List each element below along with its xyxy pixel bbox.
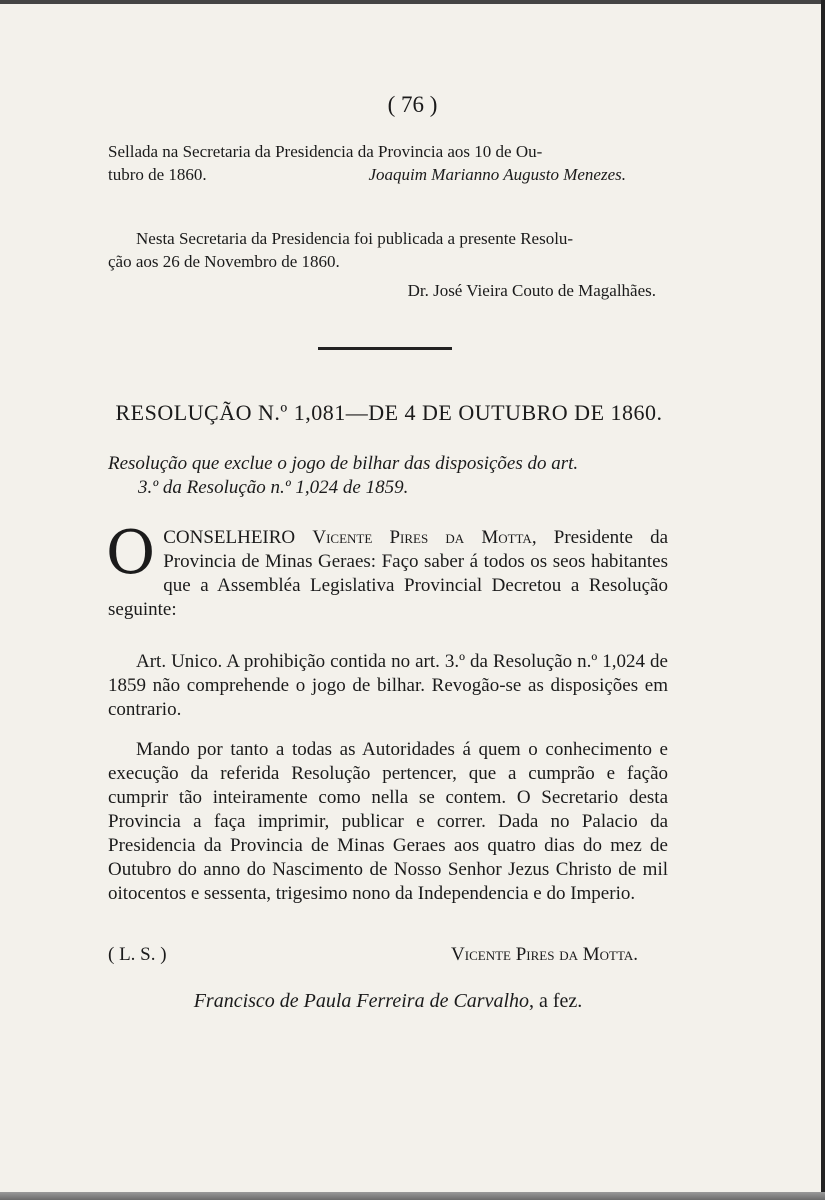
subtitle-line1: Resolução que exclue o jogo de bilhar das disposições do art.: [108, 453, 579, 474]
page-number: ( 76 ): [387, 92, 438, 117]
countersign-name: Francisco de Paula Ferreira de Carvalho: [193, 990, 529, 1012]
published-text-line1: Nesta Secretaria da Presidencia foi publicada a presente Resolu-: [136, 229, 574, 248]
resolution-heading: RESOLUÇÃO N.º 1,081—DE 4 DE OUTUBRO DE 1860.: [115, 400, 663, 425]
sealed-text-line1: Sellada na Secretaria da Presidencia da Provincia aos 10 de Ou-: [108, 142, 543, 161]
seal-mark: ( L. S. ): [108, 944, 167, 965]
article-unico: Art. Unico. A prohibição contida no art. 3.º da Resolução n.º 1,024 de 1859 não comprehende o jogo de bilhar. Revogão-se as disposições em contrario.: [108, 651, 668, 720]
scan-edge-bottom: [0, 1192, 825, 1200]
resolution-intro: [106, 518, 669, 622]
subtitle-line2: 3.º da Resolução n.º 1,024 de 1859.: [138, 477, 409, 498]
published-notice: [108, 227, 668, 302]
countersignature: [108, 990, 668, 1013]
published-text-line2: ção aos 26 de Novembro de 1860.: [108, 252, 340, 271]
dropcap-letter: O: [106, 518, 156, 588]
intro-lead: CONSELHEIRO: [163, 527, 296, 548]
resolution-subtitle: [108, 452, 668, 500]
countersign-suffix: , a fez.: [529, 990, 583, 1012]
scan-edge-right: [821, 0, 825, 1200]
published-signer: Dr. José Vieira Couto de Magalhães.: [407, 281, 656, 300]
sealed-signer: Joaquim Marianno Augusto Menezes.: [368, 165, 626, 184]
mandate-paragraph: Mando por tanto a todas as Autoridades á quem o conhecimento e execução da referida Resolução pertencer, que a cumprão e fação cumprir tão inteiramente como nella se contem. O Secretario desta Provincia a faça imprimir, publicar e correr. Dada no Palacio da Presidencia da Provincia de Minas Geraes aos quatro dias do mez de Outubro do anno do Nascimento de Nosso Senhor Jezus Christo de mil oitocentos e sessenta, trigesimo nono da Independencia e do Imperio.: [108, 739, 668, 904]
scan-edge-top: [0, 0, 825, 4]
sealed-notice: [108, 140, 668, 186]
president-signature: Vicente Pires da Motta.: [451, 944, 638, 965]
section-divider: [318, 347, 452, 350]
sealed-text-line2: tubro de 1860.: [108, 165, 207, 184]
president-name: Vicente Pires da Motta: [312, 527, 532, 548]
intro-rest: , Presidente da Provincia de Minas Geraes: Faço saber á todos os seos habitantes que a Assembléa Legislativa Provincial Decretou a Resolução seguinte:: [108, 527, 669, 620]
